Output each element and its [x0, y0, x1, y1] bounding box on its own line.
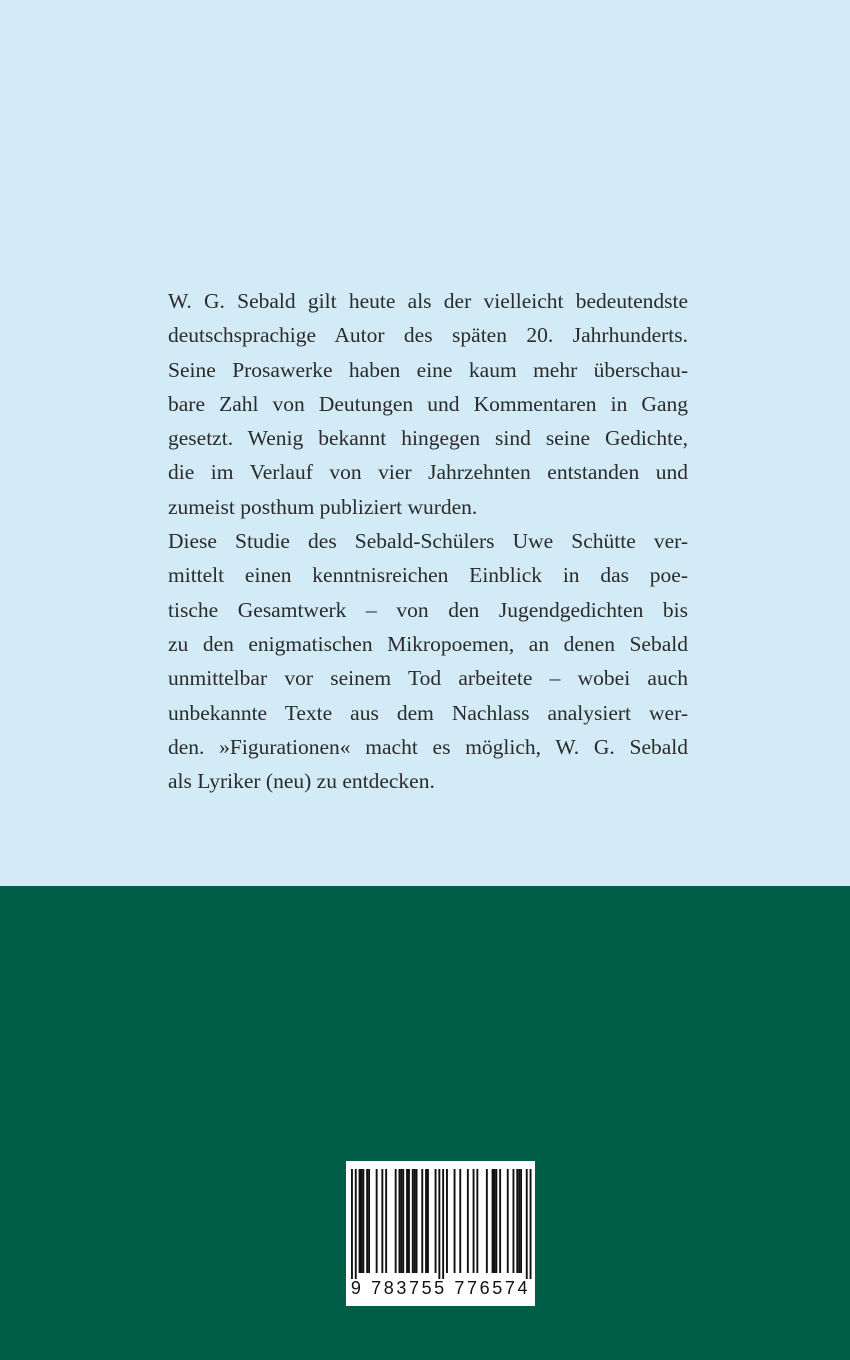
blurb-text	[168, 284, 688, 798]
blurb-line: mittelt einen kenntnisreichen Einblick in das poe-	[168, 563, 688, 588]
barcode-bar	[366, 1169, 368, 1273]
blurb-line: tische Gesamtwerk – von den Jugendgedichten bis	[168, 597, 688, 622]
blurb-line: unbekannte Texte aus dem Nachlass analysiert wer-	[168, 700, 688, 725]
blurb-line: Seine Prosawerke haben eine kaum mehr überschau-	[168, 357, 688, 382]
barcode-bar	[395, 1169, 397, 1273]
barcode-bar	[494, 1169, 496, 1273]
blurb-line: als Lyriker (neu) zu entdecken.	[168, 769, 435, 794]
blurb-line: deutschsprachige Autor des späten 20. Jahrhunderts.	[168, 323, 688, 348]
barcode-bar	[492, 1169, 494, 1273]
barcode-bar	[381, 1169, 383, 1273]
blurb-line: unmittelbar vor seinem Tod arbeitete – wobei auch	[168, 666, 688, 691]
blurb-line: Diese Studie des Sebald-Schülers Uwe Schütte ver-	[168, 529, 688, 554]
barcode-bar	[425, 1169, 427, 1273]
barcode-bar	[530, 1169, 532, 1279]
barcode-bar	[385, 1169, 387, 1273]
barcode-bar	[516, 1169, 518, 1273]
barcode-bar	[421, 1169, 423, 1273]
barcode-bar	[473, 1169, 475, 1273]
barcode-bar	[355, 1169, 357, 1279]
barcode-bar	[416, 1169, 418, 1273]
blurb-line: bare Zahl von Deutungen und Kommentaren in Gang	[168, 391, 688, 416]
barcode-bar	[467, 1169, 469, 1273]
barcode-bar	[499, 1169, 501, 1273]
barcode-bar	[459, 1169, 461, 1273]
barcode-bar	[446, 1169, 448, 1273]
barcode-bar	[520, 1169, 522, 1273]
blurb-line: W. G. Sebald gilt heute als der vielleicht bedeutendste	[168, 289, 688, 313]
barcode-bar	[402, 1169, 404, 1273]
barcode-bar	[486, 1169, 488, 1273]
barcode-bar	[414, 1169, 416, 1273]
barcode-bar	[359, 1169, 361, 1273]
barcode-bar	[476, 1169, 478, 1273]
isbn-barcode	[346, 1161, 535, 1306]
barcode-bar	[454, 1169, 456, 1273]
blurb-line: den. »Figurationen« macht es möglich, W. G. Sebald	[168, 734, 688, 759]
barcode-bar	[376, 1169, 378, 1273]
isbn-number: 9 783755 776574	[350, 1278, 531, 1298]
blurb-line: zu den enigmatischen Mikropoemen, an denen Sebald	[168, 631, 688, 656]
barcode-bar	[526, 1169, 528, 1279]
barcode-bar	[361, 1169, 363, 1273]
barcode-bar	[513, 1169, 515, 1273]
barcode-bar	[368, 1169, 370, 1273]
barcode-bar	[438, 1169, 440, 1279]
barcode-bar	[412, 1169, 414, 1273]
blurb-line: die im Verlauf von vier Jahrzehnten entstanden und	[168, 460, 688, 485]
barcode-bar	[435, 1169, 437, 1273]
barcode-bar	[495, 1169, 497, 1273]
barcode-bar	[442, 1169, 444, 1279]
barcode-bar	[408, 1169, 410, 1273]
barcode-bar	[427, 1169, 429, 1273]
barcode-bar	[406, 1169, 408, 1273]
barcode-bar	[351, 1169, 353, 1279]
blurb-line: gesetzt. Wenig bekannt hingegen sind seine Gedichte,	[168, 426, 688, 451]
barcode-bar	[362, 1169, 364, 1273]
blurb-line: zumeist posthum publiziert wurden.	[168, 494, 478, 519]
barcode-bar	[399, 1169, 401, 1273]
barcode-bar	[507, 1169, 509, 1273]
barcode-bar	[400, 1169, 402, 1273]
barcode-bar	[518, 1169, 520, 1273]
